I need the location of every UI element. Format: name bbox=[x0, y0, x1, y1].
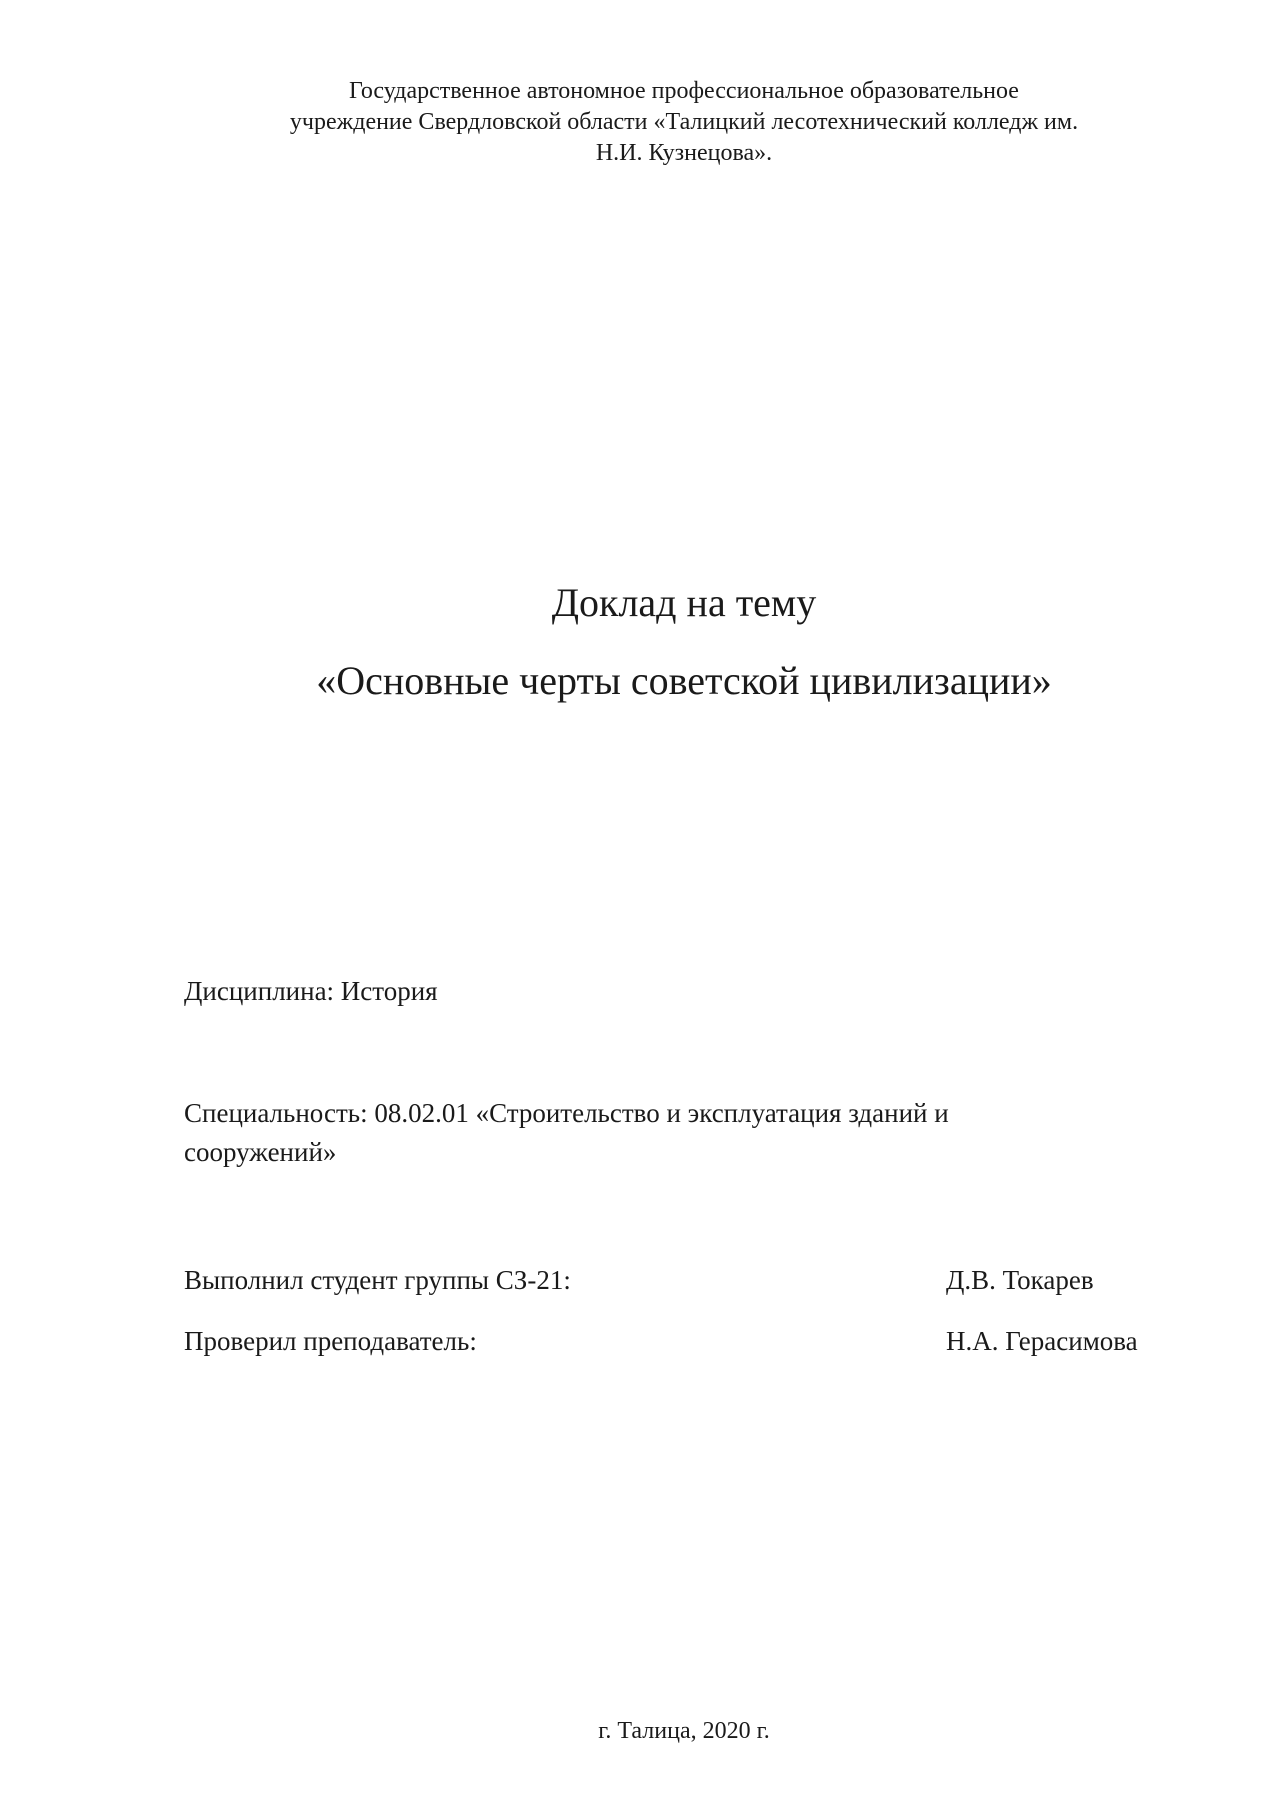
institution-line-2: учреждение Свердловской области «Талицкий лесотехнический колледж им. bbox=[289, 109, 1079, 135]
report-title bbox=[184, 578, 1184, 706]
title-line-1: Доклад на тему bbox=[551, 580, 817, 625]
teacher-label: Проверил преподаватель: bbox=[184, 1326, 477, 1356]
institution-line-3: Н.И. Кузнецова». bbox=[595, 140, 773, 166]
title-line-2: «Основные черты советской цивилизации» bbox=[316, 658, 1052, 703]
discipline-line: Дисциплина: История bbox=[184, 976, 438, 1006]
institution-line-1: Государственное автономное профессиональное образовательное bbox=[349, 78, 1019, 104]
student-name: Д.В. Токарев bbox=[946, 1265, 1094, 1295]
teacher-name: Н.А. Герасимова bbox=[946, 1326, 1138, 1356]
institution-header bbox=[184, 76, 1184, 169]
student-label: Выполнил студент группы СЗ-21: bbox=[184, 1265, 571, 1295]
place-date-footer: г. Талица, 2020 г. bbox=[598, 1718, 770, 1744]
specialty-line: Специальность: 08.02.01 «Строительство и эксплуатация зданий и сооружений» bbox=[184, 1098, 949, 1167]
